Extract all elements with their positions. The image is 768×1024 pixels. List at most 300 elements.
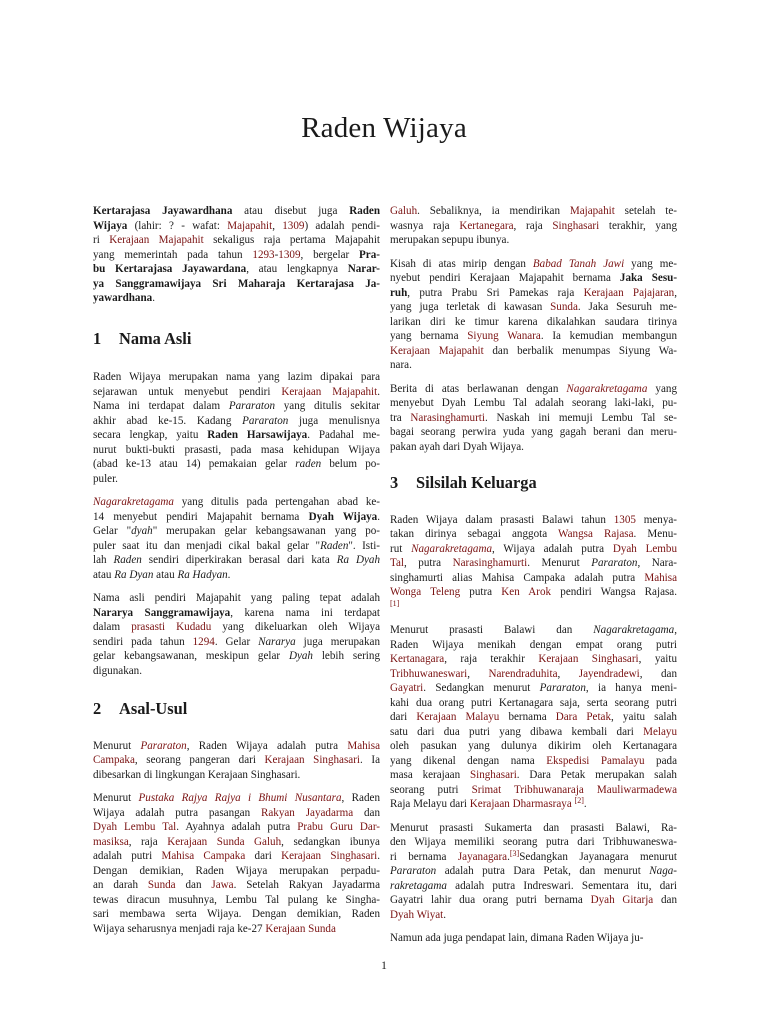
text-run: . [377,385,380,398]
text-run: ) adalah pendi- [304,219,380,232]
text-run: yang bernama [390,330,468,342]
section-number: 2 [93,699,102,718]
text-run: seorang putri [390,783,472,796]
wiki-link[interactable]: Prabu Guru Dar- [297,821,380,833]
text-line [93,248,380,263]
text-run: an darah [93,879,148,891]
text-run: Menurut [93,739,141,752]
text-run: secara lengkap, yaitu [93,429,208,441]
text-line [93,791,380,806]
paragraph [390,257,677,373]
bold-text: yawardhana [93,292,153,304]
text-run: lah [93,554,114,566]
text-line [390,396,677,411]
text-run: yang me- [624,257,678,270]
text-run: sendiri pada tahun [93,635,193,648]
wiki-link[interactable]: Babad Tanah Jawi [532,257,625,270]
italic-text: Pararaton [591,557,638,569]
text-line [93,893,380,908]
text-line [93,820,380,835]
wiki-link[interactable]: 1309 [282,219,305,232]
text-run: - [274,248,279,261]
text-run: , karena nama ini terdapat [230,606,380,619]
text-run: , raja [128,835,168,848]
text-line [93,591,380,606]
text-line [93,649,380,664]
text-run: puler. [93,472,118,485]
text-run: , [467,667,489,680]
wiki-link[interactable]: Mahisa [347,739,380,752]
text-line [390,425,677,440]
bold-text: Nararya Sanggramawijaya [93,606,231,619]
text-run: Gelar " [93,525,132,537]
page-number: 1 [381,960,387,972]
wiki-link[interactable]: Gayatri [390,682,424,694]
paragraph [93,495,380,582]
text-run: dari [245,850,282,862]
text-run: , [674,286,677,299]
text-run: , yaitu [638,653,677,665]
text-run: . [377,510,380,523]
wiki-link[interactable]: Kertanegara [459,219,514,232]
section-title: Asal-Usul [119,699,188,718]
wiki-link[interactable]: 1294 [192,635,215,648]
italic-text: Ra Hadyan [177,568,228,581]
text-line [93,385,380,400]
wiki-link[interactable]: Narasinghamurti [452,557,528,569]
text-run: oleh pasukan yang dulunya dikirim oleh Kertanagara [390,740,677,752]
wiki-link[interactable]: Kerajaan Majapahit [390,344,484,357]
left-column [93,204,380,945]
italic-text: Raden [113,554,142,566]
bold-text: Dyah Wijaya [308,510,378,523]
text-run: atau [93,568,115,581]
paragraph [390,382,677,455]
text-line [390,667,677,682]
text-run: menya- [635,513,677,526]
text-run: Raden Wijaya merupakan nama yang lazim dipakai para [93,371,380,383]
text-run: wasnya raja [390,219,460,232]
text-run: , ia hanya meni- [585,682,677,694]
paragraph [93,739,380,783]
text-run: kahi dua orang putri Kertanagara saja, serta seorang putri [390,696,677,709]
text-line [390,797,677,812]
wiki-link[interactable]: prasasti Kudadu [131,621,212,633]
wiki-link[interactable]: Sunda [147,879,176,891]
section-number: 1 [93,328,102,348]
text-run: adalah putra Indreswari. Sementara itu, dari [446,879,677,892]
text-run: dibesarkan di lingkungan Kerajaan Singhasari. [93,768,301,781]
text-run: . Jaka Sesuruh me- [577,301,677,313]
text-run: Raden Wijaya dalam prasasti Balawi tahun [390,513,614,526]
text-run: ri bernama [390,850,458,863]
text-line [390,571,677,586]
text-line [93,849,380,864]
text-run: putra [460,586,502,598]
text-line [390,219,677,234]
text-line [390,257,677,272]
text-run: Gayatri lahir dua orang putri bernama [390,894,591,906]
wiki-link[interactable]: Siyung Wanara [467,330,541,342]
wiki-link[interactable]: Rakyan Jayadarma [260,806,354,819]
text-run: dan berbalik menumpas Siyung Wa- [483,344,677,357]
text-run: , dan [639,667,678,680]
text-run: . [152,292,155,304]
wiki-link[interactable]: Kerajaan Singhasari [264,754,360,766]
text-run: Raden Wijaya menikah dengan empat orang putri [390,638,677,651]
text-run: nurut bukti-bukti prasasti, pada masa kehidupan Wijaya [93,443,380,456]
text-run: , [557,667,579,680]
wiki-link[interactable]: Dara Petak [555,711,612,723]
text-run: akhir abad ke-15. Kadang [93,414,243,427]
wiki-link[interactable]: masiksa [93,835,129,848]
text-line [390,344,677,359]
text-run: Wijaya seharusnya menjadi raja ke-27 [93,922,266,935]
wiki-link[interactable]: Pustaka Rajya Rajya i Bhumi Nusantara [138,792,342,804]
text-run: juga menulisnya [288,414,380,427]
italic-text: Nararya [258,635,296,648]
text-run: . Sebaliknya, ia mendirikan [417,205,570,217]
text-run: . Menu- [633,528,677,540]
text-run: " merupakan gelar kebangsawanan yang po- [152,525,380,537]
wiki-link[interactable]: Kerajaan Dharmasraya [469,798,572,810]
italic-text: Dyah [288,650,313,662]
text-run: setelah te- [614,205,677,217]
text-line [390,585,677,600]
text-line [390,908,677,923]
text-run: . Gelar [214,635,259,648]
wiki-link[interactable]: Dyah Lembu [612,542,677,555]
text-run: Nama asli pendiri Majapahit yang paling tepat adalah [93,592,380,604]
wiki-link[interactable]: Dyah Gitarja [590,894,654,906]
bold-text: ya Sanggramawijaya Sri Maharaja Kertarajasa Ja- [93,277,380,290]
text-line [93,457,380,472]
text-run: larikan diri ke timur karena dikalahkan saudara tirinya [390,315,677,328]
text-line [390,893,677,908]
text-line [93,768,380,783]
wiki-link[interactable]: Srimat Tribhuwanaraja Mauliwarmadewa [471,783,677,796]
text-run: Sedangkan Jayanagara menurut [519,850,677,863]
wiki-link[interactable]: Singhasari [469,769,517,781]
text-line [390,879,677,894]
text-line [390,652,677,667]
text-run: , putra [404,557,453,569]
text-line [93,443,380,458]
text-line [390,600,677,615]
text-run: . Naskah ini memuji Lembu Tal se- [484,411,677,424]
text-line [93,262,380,277]
text-run: , yaitu salah [611,711,677,723]
text-run: , seorang pangeran dari [134,754,265,766]
text-run: , [272,219,283,232]
text-run: . Ia kemudian membangun [540,330,677,342]
text-line [390,783,677,798]
section-title: Silsilah Keluarga [416,473,537,492]
wiki-link[interactable]: Kerajaan Sunda Galuh [167,835,282,848]
text-line [93,568,380,583]
text-run: terakhir, yang [599,219,677,232]
text-run: gelar kebangsawanan, meskipun gelar [93,650,289,662]
text-line [93,233,380,248]
text-run: Menurut [93,792,139,804]
text-run: pendiri Wangsa Rajasa. [551,586,678,598]
wiki-link[interactable]: Melayu [643,725,677,738]
text-line [390,271,677,286]
text-run: adalah putri [93,850,162,862]
text-run: atau disebut juga [232,205,350,217]
text-run: masa kerajaan [390,769,470,781]
text-line [93,878,380,893]
text-run: merupakan sepupu ibunya. [390,234,510,246]
text-run: . Menurut [527,557,592,569]
wiki-link[interactable]: 1293 [252,248,275,261]
text-line [390,931,677,946]
text-run: takan dirinya sebagai anggota [390,528,559,540]
text-run: . Sedangkan menurut [423,682,540,694]
text-run: Namun ada juga pendapat lain, dimana Raden Wijaya ju- [390,932,644,944]
paragraph [390,931,677,946]
italic-text: Pararaton [390,865,437,877]
text-line [390,513,677,528]
wiki-link[interactable]: 1305 [613,513,636,526]
text-run: yang ditulis pada pertengahan abad ke- [173,496,380,508]
text-run: den Wijaya memiliki seorang putra dari Tribhuwaneswa- [390,836,677,848]
citation-link[interactable]: [3] [509,848,520,858]
text-run: sari membawa serta Wijaya. Dengan demikian, Raden [93,908,380,920]
wiki-link[interactable]: Campaka [93,754,135,766]
wiki-link[interactable]: Kerajaan Malayu [416,711,500,723]
text-line [390,638,677,653]
wiki-link[interactable]: Kertanagara [390,653,445,665]
wiki-link[interactable]: Nagarakretagama [411,542,493,555]
text-line [390,850,677,865]
wiki-link[interactable]: Majapahit [227,219,273,232]
paragraph [390,821,677,923]
wiki-link[interactable]: Jayanagara [457,850,508,863]
citation-link[interactable]: [1] [390,598,400,608]
text-run: Wijaya adalah putra pasangan [93,806,261,819]
text-run: lebih sering [312,650,380,662]
wiki-link[interactable]: Majapahit [569,205,615,217]
paragraph [390,623,677,812]
text-run: belum po- [321,458,380,470]
wiki-link[interactable]: Wangsa Rajasa [558,528,634,540]
text-line [93,553,380,568]
text-run: sekaligus raja pertama Majapahit [203,234,380,246]
wiki-link[interactable]: Dyah Wiyat [390,908,444,921]
text-line [390,710,677,725]
wiki-link[interactable]: Sunda [550,301,578,313]
text-line [390,835,677,850]
text-run: . [377,850,380,862]
wiki-link[interactable]: Narasinghamurti [410,411,485,424]
text-run: . Dara Petak merupakan salah [516,769,677,781]
text-run: ri [93,234,110,246]
text-run: . [227,568,231,581]
text-run: Raja Melayu dari [390,798,470,810]
text-run: pada [644,754,677,767]
text-line [390,411,677,426]
text-run: puler saat itu dan menjadi cikal bakal gelar " [93,539,321,552]
bold-text: Narar- [347,263,380,275]
text-line [93,370,380,385]
wiki-link[interactable]: Kerajaan Majapahit [109,234,204,246]
text-run: menyebut Dyah Lembu Tal adalah seorang laki-laki, pu- [390,397,677,409]
text-line [93,399,380,414]
text-run: , [674,624,677,636]
text-run: adalah putra Dara Petak, dan menurut [436,865,650,877]
wiki-link[interactable]: Nagarakretagama [93,496,174,508]
text-line [390,623,677,638]
text-run: bagai seorang perwira yuda yang gagah berani dan meru- [390,426,677,438]
text-line [390,725,677,740]
wiki-link[interactable]: 1309 [278,248,301,261]
text-run: . Setelah Rakyan Jayadarma [233,879,380,891]
text-line [93,635,380,650]
wiki-link[interactable]: Kerajaan Singhasari [538,653,639,665]
wiki-link[interactable]: Ken Arok [501,586,552,598]
section-heading-s2 [93,699,380,718]
text-line [93,472,380,487]
text-line [390,864,677,879]
italic-text: Pararaton [242,414,289,427]
italic-text: dyah [131,525,153,537]
text-line [93,539,380,554]
wiki-link[interactable]: Ekspedisi Pamalayu [546,754,645,767]
text-run: tewas diracun musuhnya, Lembu Tal pulang ke Singha- [93,893,380,906]
text-line [390,440,677,455]
section-heading-s3 [390,473,677,492]
italic-text: Naga- [649,865,677,877]
text-run: , putra Prabu Sri Pamekas raja [407,286,584,299]
text-line [93,414,380,429]
wiki-link[interactable]: Mahisa [644,571,677,584]
text-run: Menurut prasasti Balawi dan [390,624,594,636]
text-run: dalam [93,621,132,633]
bold-text: Jaka Sesu- [619,272,678,284]
text-run: Berita di atas berlawanan dengan [390,382,567,395]
paragraph [93,204,380,306]
paragraph [93,791,380,936]
text-run: yang juga terletak di kawasan [390,301,551,313]
bold-text: Wijaya [93,219,128,232]
wiki-link[interactable]: Pararaton [140,739,187,752]
text-line [390,739,677,754]
text-run: yang memerintah pada tahun [93,248,253,261]
text-line [390,754,677,769]
text-run: Menurut prasasti Sukamerta dan prasasti Balawi, Ra- [390,821,677,834]
italic-text: Ra Dyan [114,568,154,581]
text-line [93,864,380,879]
paragraph [390,513,677,615]
text-line [93,219,380,234]
wiki-link[interactable]: Tal [390,557,405,569]
bold-text: Raden [349,205,381,217]
text-run: , atau lengkapnya [246,263,348,275]
text-line [390,542,677,557]
right-column [390,204,677,955]
text-run: dan [353,806,380,819]
text-run: Dengan demikian, Raden Wijaya merupakan perpadu- [93,864,380,877]
text-run: yang dikeluarkan oleh Wijaya [211,621,380,633]
text-run: ". Isti- [348,539,380,552]
text-line [390,300,677,315]
text-run: , raja terakhir [444,653,539,665]
text-line [93,620,380,635]
text-line [93,606,380,621]
text-line [390,768,677,783]
text-run: . [507,850,510,863]
text-run: . Ayahnya adalah putra [176,821,298,833]
wiki-link[interactable]: Kerajaan Singhasari [281,850,378,862]
text-line [93,806,380,821]
bold-text: Kertarajasa Jayawardhana [93,205,233,217]
text-run: 14 menyebut pendiri Majapahit bernama [93,510,309,523]
text-run: singhamurti alias Mahisa Campaka adalah putra [390,571,645,584]
text-line [93,291,380,306]
text-line [93,428,380,443]
wiki-link[interactable]: Tribhuwaneswari [390,667,468,680]
text-line [93,524,380,539]
text-run: dan [653,894,678,906]
text-run: satu dari dua putri yang dibawa kembali dari [390,725,644,738]
wiki-link[interactable]: Jawa [211,879,234,891]
text-line [93,510,380,525]
text-run: , bergelar [300,248,360,261]
text-line [390,204,677,219]
italic-text: Nagarakretagama [593,624,675,636]
text-run: bernama [499,711,556,723]
text-run: Nama ini terdapat dalam [93,400,229,412]
text-line [93,664,380,679]
text-line [390,315,677,330]
paragraph [390,204,677,248]
citation-link[interactable]: [2] [574,796,584,805]
text-run: , Raden Wijaya adalah putra [186,739,348,752]
wiki-link[interactable]: Narendraduhita [488,667,558,680]
text-line [390,329,677,344]
wiki-link[interactable]: Mahisa Campaka [161,850,246,862]
italic-text: Ra Dyah [336,554,381,566]
wiki-link[interactable]: Galuh [390,205,418,217]
bold-text: Raden Harsawijaya [207,429,308,441]
text-line [390,556,677,571]
text-run: . Ia [360,754,380,766]
wiki-link[interactable]: Kerajaan Majapahit [281,385,378,398]
text-run: , sedangkan ibunya [281,835,380,848]
text-line [390,681,677,696]
wiki-link[interactable]: Jayendradewi [578,667,640,680]
paragraph [93,370,380,486]
text-run: , Nara- [637,557,677,569]
wiki-link[interactable]: Kerajaan Sunda [265,922,336,935]
text-line [93,835,380,850]
wiki-link[interactable]: Nagarakretagama [566,382,648,395]
text-line [93,922,380,937]
text-run: rut [390,542,412,555]
wiki-link[interactable]: Dyah Lembu Tal [93,821,177,833]
wiki-link[interactable]: Wonga Teleng [390,586,461,598]
bold-text: bu Kertarajasa Jayawardana [93,263,247,275]
text-run: yang ditulis sekitar [275,400,381,412]
text-line [93,495,380,510]
text-line [390,233,677,248]
text-run: atau [153,568,178,581]
wiki-link[interactable]: Singhasari [552,219,600,232]
text-run: . [583,798,587,810]
section-heading-s1 [93,328,380,348]
wiki-link[interactable]: Kerajaan Pajajaran [583,286,675,299]
